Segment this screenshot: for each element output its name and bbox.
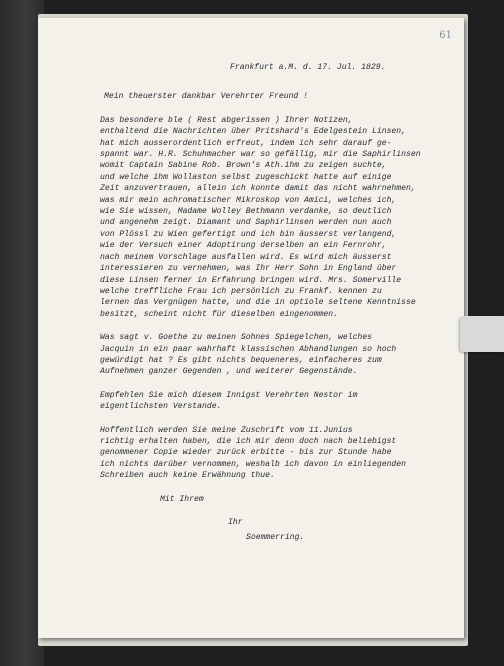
text-line: Empfehlen Sie mich diesem Innigst Verehrten Nestor im [100,390,358,400]
paragraph-3 [82,390,454,413]
letter-salutation: Mein theuerster dankbar Verehrter Freund ! [104,92,308,102]
text-line: nach meinem Vorschlage ausfallen wird. Es wird mich äusserst [100,252,392,262]
text-line: interessieren zu vernehmen, was Ihr Herr Sohn in England über [100,264,397,274]
text-line: wie Sie wissen, Madame Wolley Bethmann verdanke, so deutlich [100,207,392,217]
text-line: was mir mein achromatischer Mikroskop von Amici, welches ich, [100,195,397,205]
text-line: spannt war. H.R. Schuhmacher war so gefällig, mir die Saphirlinsen [100,150,421,160]
text-line: und welche ihm Wollaston selbst zugeschickt hatte auf einige [100,172,392,182]
text-line: gewürdigt hat ? Es gibt nichts bequeneres, einfacheres zum [100,355,382,365]
text-line: enthaltend die Nachrichten über Pritshard's Edelgestein Linsen, [100,127,406,137]
text-line: Zeit anzuvertrauen, allein ich konnte damit das nicht wahrnehmen, [100,184,416,194]
letter-body [82,62,454,544]
text-line: womit Captain Sabine Rob. Brown's Ath.ihm zu zeigen suchte, [100,161,387,171]
page-tab-marker[interactable] [460,316,504,352]
text-line: hat mich ausserordentlich erfreut, indem ich sehr darauf ge- [100,138,392,148]
text-line: besitzt, scheint nicht für dieselben eingenommen. [100,309,338,319]
text-line: Was sagt v. Goethe zu meinen Sohnes Spiegelchen, welches [100,333,372,343]
paragraph-2 [82,332,454,378]
letter-signature: Soemmerring. [246,533,305,543]
page-number: 61 [439,30,452,41]
text-line: Das besondere ble ( Rest abgerissen ) Ihrer Notizen, [100,115,353,125]
letter-closing-ihr: Ihr [228,518,243,527]
text-line: richtig erhalten haben, die ich mir denn doch nach beliebigst [100,436,397,446]
text-line: von Plössl zu Wien gefertigt und ich bin äusserst verlangend, [100,229,397,239]
text-line: Aufnehmen ganzer Gegenden , und weiterer Gegenstände. [100,367,358,377]
text-line: genommener Copie wieder zurück erbitte - bis zur Stunde habe [100,448,392,458]
text-line: und angenehm zeigt. Diamant und Saphirlinsen werden nun auch [100,218,392,228]
text-line: welche treffliche Frau ich persönlich zu Frankf. kennen zu [100,286,382,296]
paragraph-1 [82,115,454,320]
text-line: wie der Versuch einer Adoptirung derselben an ein Fernrohr, [100,241,387,251]
text-line: Schreiben auch keine Erwähnung thue. [100,471,275,481]
letter-closing: Mit Ihrem [160,494,204,504]
text-line: lernen das Vergnügen hatte, und die in optiole seltene Kenntnisse [100,298,416,308]
document-page [38,18,464,638]
text-line: Hoffentlich werden Sie meine Zuschrift vom 11.Junius [100,425,353,435]
text-line: eigentlichsten Verstande. [100,402,222,412]
text-line: diese Linsen ferner in Erfahrung bringen wird. Mrs. Somerville [100,275,402,285]
paragraph-4 [82,425,454,482]
text-line: Jacquin in ein paar wahrhaft klassischen Abhandlungen so hoch [100,344,397,354]
text-line: ich nichts darüber vernommen, weshalb ich davon in einliegenden [100,459,406,469]
letter-date: Frankfurt a.M. d. 17. Jul. 1829. [230,63,386,72]
